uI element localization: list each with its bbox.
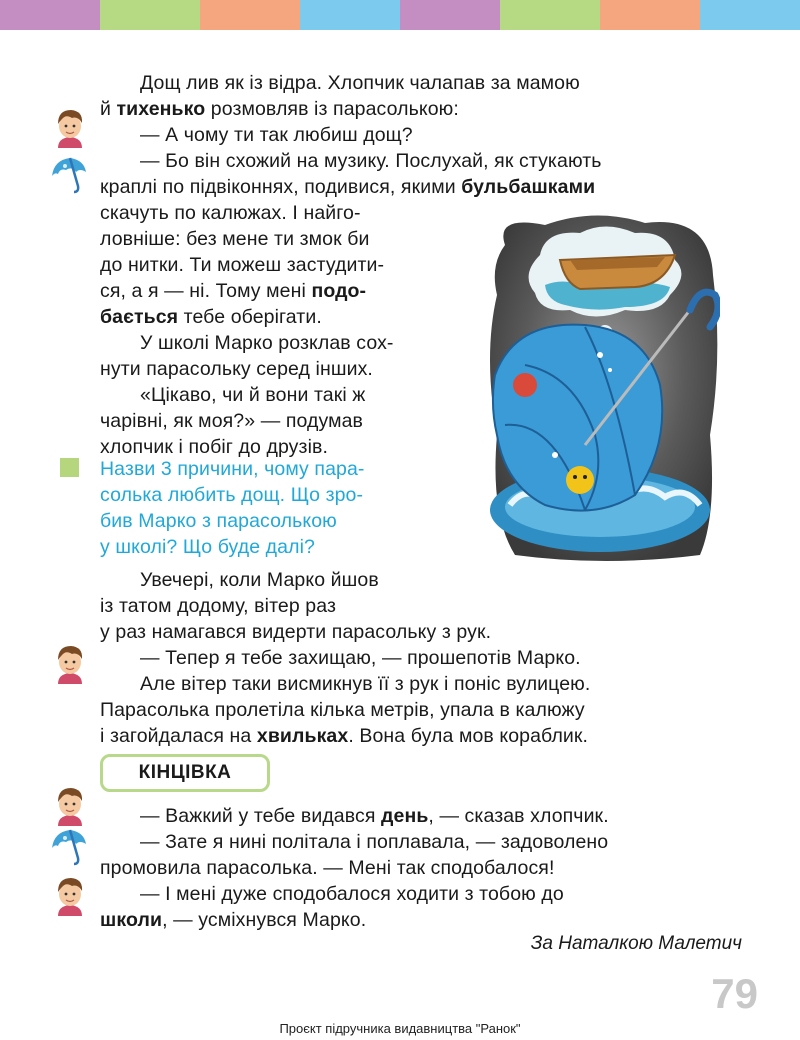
- task-line: Назви 3 причини, чому пара-: [100, 458, 365, 480]
- text-line: краплі по підвіконнях, подивися, якими бульбашками: [100, 176, 596, 198]
- top-bar-segment: [600, 0, 700, 30]
- text-line: — Бо він схожий на музику. Послухай, як стукають: [140, 150, 602, 172]
- text-line: — Важкий у тебе видався день, — сказав хлопчик.: [140, 805, 609, 827]
- text-line: у раз намагався видерти парасольку з рук.: [100, 621, 492, 643]
- text-line: ловніше: без мене ти змок би: [100, 228, 370, 250]
- page-number: 79: [711, 970, 758, 1017]
- text-line: Але вітер таки висмикнув її з рук і поніс вулицею.: [140, 673, 591, 695]
- boy-face-icon: [50, 640, 90, 684]
- text-line: бається тебе оберігати.: [100, 306, 322, 328]
- text-line: із татом додому, вітер раз: [100, 595, 336, 617]
- text-line: Парасолька пролетіла кілька метрів, упала в калюжу: [100, 699, 585, 721]
- top-bar-segment: [700, 0, 800, 30]
- task-line: у школі? Що буде далі?: [100, 536, 315, 558]
- text-line: до нитки. Ти можеш застудити-: [100, 254, 385, 276]
- text-line: хлопчик і побіг до друзів.: [100, 436, 328, 458]
- boy-face-icon: [50, 104, 90, 148]
- boy-face-icon: [50, 872, 90, 916]
- bold-word: тихенько: [116, 98, 206, 120]
- text-line: — Тепер я тебе захищаю, — прошепотів Марко.: [140, 647, 581, 669]
- umbrella-icon: [48, 154, 88, 198]
- text-line: Увечері, коли Марко йшов: [140, 569, 379, 591]
- task-marker-icon: [60, 458, 79, 477]
- top-color-bar: [0, 0, 800, 30]
- task-line: бив Марко з парасолькою: [100, 510, 337, 532]
- text-line: У школі Марко розклав сох-: [140, 332, 394, 354]
- top-bar-segment: [500, 0, 600, 30]
- bold-word: подо-: [311, 280, 367, 302]
- text-line: і загойдалася на хвильках. Вона була мов кораблик.: [100, 725, 589, 747]
- boy-face-icon: [50, 782, 90, 826]
- bold-word: день: [381, 805, 429, 827]
- top-bar-segment: [200, 0, 300, 30]
- text-line: — І мені дуже сподобалося ходити з тобою до: [140, 883, 564, 905]
- text-line: — А чому ти так любиш дощ?: [140, 124, 413, 146]
- text-line: — Зате я нині політала і поплавала, — задоволено: [140, 831, 609, 853]
- text-line: чарівні, як моя?» — подумав: [100, 410, 364, 432]
- text-line: й тихенько розмовляв із парасолькою:: [100, 98, 459, 120]
- bold-word: бається: [100, 306, 179, 328]
- text-line: ся, а я — ні. Тому мені подо-: [100, 280, 367, 302]
- top-bar-segment: [400, 0, 500, 30]
- top-bar-segment: [0, 0, 100, 30]
- top-bar-segment: [100, 0, 200, 30]
- bold-word: хвильках: [256, 725, 349, 747]
- umbrella-boat-illustration: [485, 215, 720, 565]
- umbrella-icon: [48, 826, 88, 870]
- text-line: «Цікаво, чи й вони такі ж: [140, 384, 366, 406]
- bold-word: школи: [100, 909, 163, 931]
- text-line: школи, — усміхнувся Марко.: [100, 909, 367, 931]
- top-bar-segment: [300, 0, 400, 30]
- footer-note: Проєкт підручника видавництва "Ранок": [279, 1021, 521, 1036]
- text-line: скачуть по калюжах. І найго-: [100, 202, 361, 224]
- text-line: промовила парасолька. — Мені так сподобалося!: [100, 857, 555, 879]
- task-line: солька любить дощ. Що зро-: [100, 484, 364, 506]
- author-credit: За Наталкою Малетич: [530, 933, 742, 954]
- bold-word: бульбашками: [461, 176, 596, 198]
- text-line: нути парасольку серед інших.: [100, 358, 373, 380]
- section-title: КІНЦІВКА: [100, 754, 270, 792]
- text-line: Дощ лив як із відра. Хлопчик чалапав за мамою: [140, 72, 580, 94]
